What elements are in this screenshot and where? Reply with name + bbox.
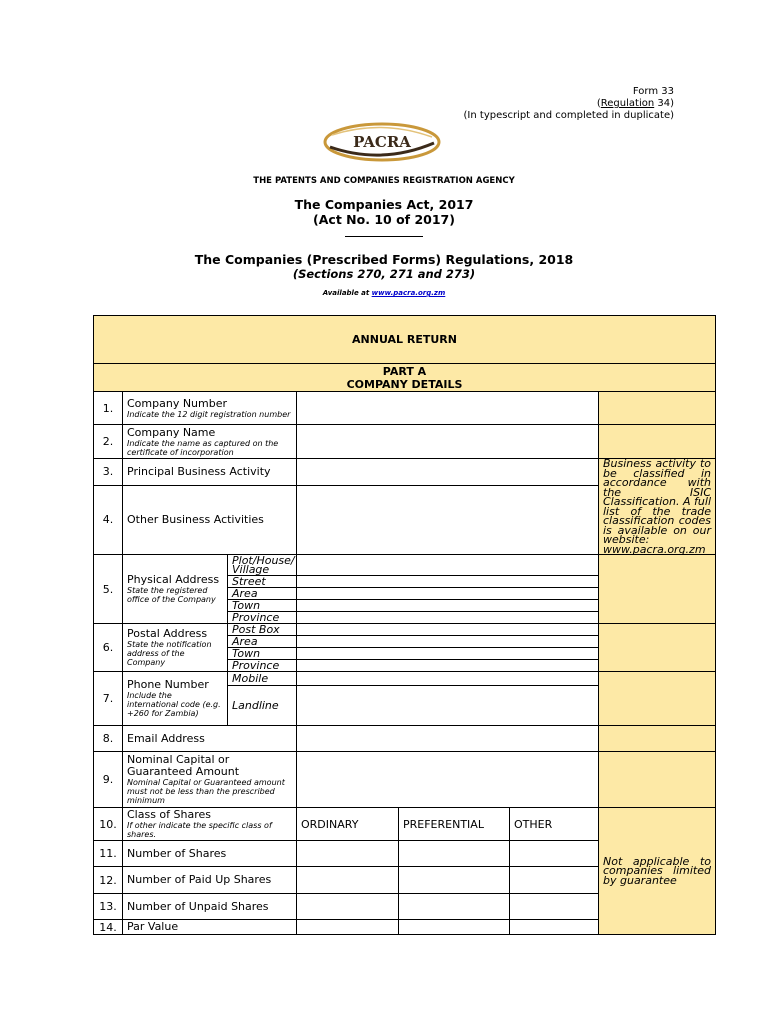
typescript-note: (In typescript and completed in duplicate) <box>463 110 674 121</box>
plot-field[interactable] <box>297 555 599 576</box>
ordinary-column: ORDINARY <box>297 808 399 841</box>
other-unpaid-field[interactable] <box>510 894 599 920</box>
preferential-par-field[interactable] <box>399 920 510 935</box>
preferential-shares-field[interactable] <box>399 841 510 867</box>
physical-province-field[interactable] <box>297 612 599 624</box>
company-number-field[interactable] <box>297 392 599 425</box>
preferential-unpaid-field[interactable] <box>399 894 510 920</box>
form-reference <box>464 86 674 122</box>
annual-return-form: ANNUAL RETURN PART A COMPANY DETAILS 1. Company Number Indicate the 12 digit registration number 2. Company Name Indicate the name as captured on the certificate of incorporation 3. Principal Business Activity Business activity to be classified in accordance with the ISIC Classification. A full list of the trade classification codes is available on our website: www.pacra.org.zm 4. Other Business Activities 5. Physical Address State the registered office of the Company Plot/House/ Village Street Area Town Province 6. Postal Address State the notification address of the Company Post Box Area Town Province 7. Phone Number Include the international code (e.g. +260 for Zambia) Mobile Landline 8. Email Address 9. Nominal Capital or Guaranteed Amount Nominal Capital or Guaranteed amount must not be less than the prescribed minimum 10. Class of Shares If other indicate the specific class of shares. ORDINARY PREFERENTIAL OTHER Not applicable to companies limited by guarantee 11. Number of Shares 12. Number of Paid Up Shares 13. Number of Unpaid Shares 14. Par Value <box>93 315 716 935</box>
company-number-label: Company Number Indicate the 12 digit registration number <box>123 392 297 425</box>
ordinary-unpaid-field[interactable] <box>297 894 399 920</box>
email-label: Email Address <box>123 726 297 752</box>
unpaid-shares-label: Number of Unpaid Shares <box>123 894 297 920</box>
other-activities-field[interactable] <box>297 485 599 554</box>
postal-address-label: Postal Address State the notification address of the Company <box>123 624 228 672</box>
other-shares-field[interactable] <box>510 841 599 867</box>
physical-area-field[interactable] <box>297 588 599 600</box>
ordinary-par-field[interactable] <box>297 920 399 935</box>
nominal-capital-field[interactable] <box>297 752 599 808</box>
regulation-reference: (Regulation 34) <box>596 98 674 109</box>
divider <box>345 236 423 237</box>
physical-address-label: Physical Address State the registered office of the Company <box>123 555 228 624</box>
post-box-field[interactable] <box>297 624 599 636</box>
physical-town-field[interactable] <box>297 600 599 612</box>
postal-province-field[interactable] <box>297 660 599 672</box>
logo-text: PACRA <box>353 133 411 151</box>
nominal-capital-label: Nominal Capital or Guaranteed Amount Nominal Capital or Guaranteed amount must not be less than the prescribed minimum <box>123 752 297 808</box>
ordinary-shares-field[interactable] <box>297 841 399 867</box>
other-par-field[interactable] <box>510 920 599 935</box>
pacra-website-link[interactable]: www.pacra.org.zm <box>371 289 446 297</box>
postal-town-field[interactable] <box>297 648 599 660</box>
form-title: ANNUAL RETURN <box>94 316 716 364</box>
regulation-link[interactable]: Regulation <box>600 98 655 109</box>
paid-up-shares-label: Number of Paid Up Shares <box>123 867 297 894</box>
agency-name: THE PATENTS AND COMPANIES REGISTRATION AGENCY <box>253 176 515 186</box>
email-field[interactable] <box>297 726 599 752</box>
landline-field[interactable] <box>297 686 599 726</box>
sections: (Sections 270, 271 and 273) <box>292 267 476 281</box>
preferential-column: PREFERENTIAL <box>399 808 510 841</box>
mobile-field[interactable] <box>297 672 599 686</box>
form-number: Form 33 <box>632 86 674 97</box>
principal-activity-label: Principal Business Activity <box>123 459 297 486</box>
postal-area-field[interactable] <box>297 636 599 648</box>
other-column: OTHER <box>510 808 599 841</box>
preferential-paid-field[interactable] <box>399 867 510 894</box>
street-field[interactable] <box>297 576 599 588</box>
company-name-field[interactable] <box>297 425 599 459</box>
part-heading: PART A COMPANY DETAILS <box>94 364 716 392</box>
phone-number-label: Phone Number Include the international code (e.g. +260 for Zambia) <box>123 672 228 726</box>
class-of-shares-label: Class of Shares If other indicate the specific class of shares. <box>123 808 297 841</box>
principal-activity-field[interactable] <box>297 459 599 486</box>
guarantee-note: Not applicable to companies limited by guarantee <box>599 808 716 935</box>
par-value-label: Par Value <box>123 920 297 935</box>
company-name-label: Company Name Indicate the name as captured on the certificate of incorporation <box>123 425 297 459</box>
business-activity-note: Business activity to be classified in accordance with the ISIC Classification. A full list of the trade classification codes is available on our website: www.pacra.org.zm <box>599 459 716 555</box>
ordinary-paid-field[interactable] <box>297 867 399 894</box>
other-paid-field[interactable] <box>510 867 599 894</box>
pacra-logo <box>322 121 442 163</box>
other-activities-label: Other Business Activities <box>123 485 297 554</box>
number-of-shares-label: Number of Shares <box>123 841 297 867</box>
act-title: The Companies Act, 2017 (Act No. 10 of 2017) <box>294 197 474 227</box>
available-at: Available at www.pacra.org.zm <box>322 289 446 297</box>
regulations-title: The Companies (Prescribed Forms) Regulations, 2018 (Sections 270, 271 and 273) <box>0 253 768 281</box>
